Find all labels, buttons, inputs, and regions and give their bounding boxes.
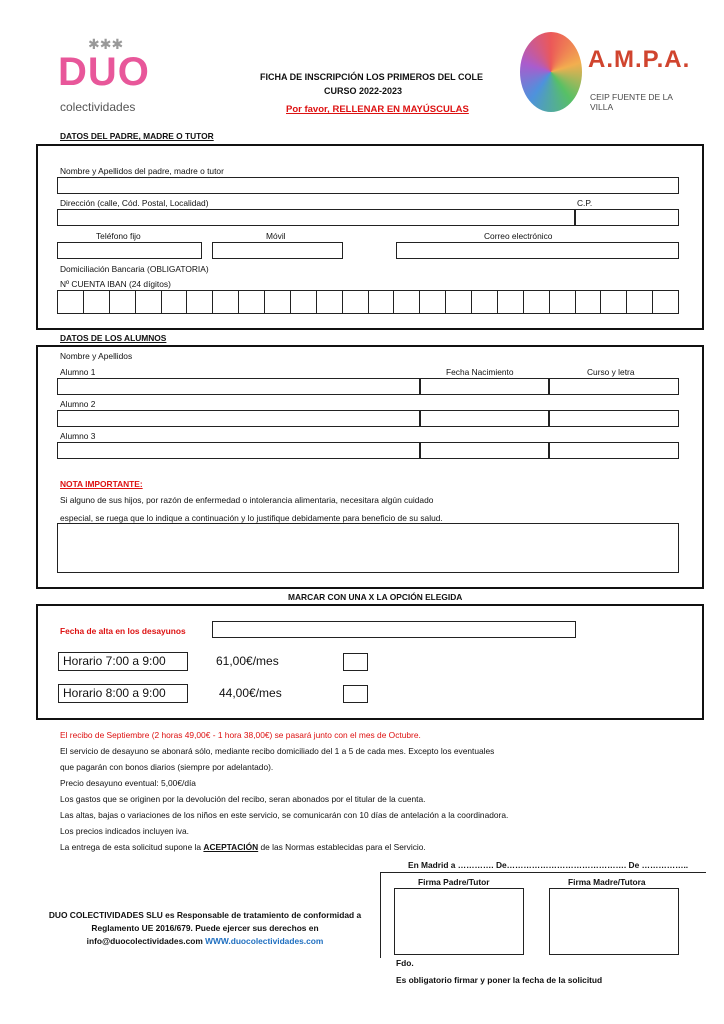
- student-3-label: Alumno 3: [60, 431, 96, 441]
- note-line-1: Si alguno de sus hijos, por razón de enfermedad o intolerancia alimentaria, necesitara algún cuidado: [60, 495, 434, 505]
- condition-line: Los precios indicados incluyen iva.: [60, 826, 189, 836]
- acceptance-after: de las Normas establecidas para el Servicio.: [258, 842, 426, 852]
- price-8-9: 44,00€/mes: [219, 686, 282, 700]
- condition-line: Las altas, bajas o variaciones de los niños en este servicio, se comunicarán con 10 días de antelación a la coordinadora.: [60, 810, 509, 820]
- option-8-9-checkbox[interactable]: [343, 685, 368, 703]
- student-2-label: Alumno 2: [60, 399, 96, 409]
- iban-cell[interactable]: [576, 291, 602, 313]
- iban-cell[interactable]: [369, 291, 395, 313]
- iban-cell[interactable]: [317, 291, 343, 313]
- iban-cell[interactable]: [394, 291, 420, 313]
- price-7-9: 61,00€/mes: [216, 654, 279, 668]
- student-3-name-field[interactable]: [57, 442, 420, 459]
- email-field[interactable]: [396, 242, 679, 259]
- iban-label: Nº CUENTA IBAN (24 dígitos): [60, 279, 171, 289]
- iban-cell[interactable]: [110, 291, 136, 313]
- iban-cell[interactable]: [136, 291, 162, 313]
- mobile-field[interactable]: [212, 242, 343, 259]
- student-3-course-field[interactable]: [549, 442, 679, 459]
- legal-line-2: Reglamento UE 2016/679. Puede ejercer sus derechos en: [91, 923, 319, 933]
- student-2-name-field[interactable]: [57, 410, 420, 427]
- september-receipt-note: El recibo de Septiembre (2 horas 49,00€ - 1 hora 38,00€) se pasará junto con el mes de Octubre.: [60, 730, 421, 740]
- iban-cell[interactable]: [601, 291, 627, 313]
- parent-section-heading: DATOS DEL PADRE, MADRE O TUTOR: [60, 131, 214, 141]
- conditions-block: [60, 727, 508, 855]
- condition-line: Los gastos que se originen por la devolución del recibo, seran abonados por el titular de la cuenta.: [60, 794, 426, 804]
- signature-vertical-line: [380, 872, 381, 958]
- duo-logo-sub: colectividades: [60, 100, 136, 114]
- student-1-course-field[interactable]: [549, 378, 679, 395]
- fdo-label: Fdo.: [396, 958, 414, 968]
- condition-line: que pagarán con bonos diarios (siempre por adelantado).: [60, 762, 274, 772]
- parent-name-label: Nombre y Apellidos del padre, madre o tutor: [60, 166, 224, 176]
- student-1-name-field[interactable]: [57, 378, 420, 395]
- email-label: Correo electrónico: [484, 231, 553, 241]
- students-section-heading: DATOS DE LOS ALUMNOS: [60, 333, 167, 343]
- duo-logo-text: DUO: [58, 50, 150, 94]
- condition-line: El servicio de desayuno se abonará sólo, mediante recibo domiciliado del 1 a 5 de cada mes. Excepto los eventuales: [60, 746, 495, 756]
- legal-line-3: [30, 935, 380, 948]
- legal-email[interactable]: info@duocolectividades.com: [86, 936, 203, 946]
- start-date-field[interactable]: [212, 621, 576, 638]
- options-heading: MARCAR CON UNA X LA OPCIÓN ELEGIDA: [288, 592, 463, 602]
- address-field[interactable]: [57, 209, 575, 226]
- iban-cell[interactable]: [446, 291, 472, 313]
- mobile-label: Móvil: [266, 231, 286, 241]
- form-title: FICHA DE INSCRIPCIÓN LOS PRIMEROS DEL COLE: [260, 72, 484, 82]
- place-date-line: En Madrid a …………. De……………………………………. De ……………..: [408, 860, 689, 870]
- father-signature-label: Firma Padre/Tutor: [418, 877, 490, 887]
- note-line-2: especial, se ruega que lo indique a continuación y lo justifique debidamente para beneficio de su salud.: [60, 513, 443, 523]
- iban-field[interactable]: [57, 290, 679, 314]
- duo-logo: [58, 36, 170, 116]
- instruction-text: Por favor, RELLENAR EN MAYÚSCULAS: [286, 104, 469, 115]
- option-7-9-checkbox[interactable]: [343, 653, 368, 671]
- student-1-birth-field[interactable]: [420, 378, 549, 395]
- iban-cell[interactable]: [58, 291, 84, 313]
- iban-cell[interactable]: [472, 291, 498, 313]
- children-circle-icon: [520, 32, 582, 112]
- legal-website[interactable]: WWW.duocolectividades.com: [205, 936, 324, 946]
- iban-cell[interactable]: [653, 291, 678, 313]
- iban-cell[interactable]: [550, 291, 576, 313]
- condition-line: Precio desayuno eventual: 5,00€/día: [60, 778, 196, 788]
- signature-divider: [380, 872, 706, 873]
- student-name-label: Nombre y Apellidos: [60, 351, 133, 361]
- mother-signature-label: Firma Madre/Tutora: [568, 877, 646, 887]
- iban-cell[interactable]: [627, 291, 653, 313]
- iban-cell[interactable]: [291, 291, 317, 313]
- iban-cell[interactable]: [265, 291, 291, 313]
- health-notes-field[interactable]: [57, 523, 679, 573]
- iban-cell[interactable]: [343, 291, 369, 313]
- birth-date-label: Fecha Nacimiento: [446, 367, 514, 377]
- iban-cell[interactable]: [187, 291, 213, 313]
- note-title: NOTA IMPORTANTE:: [60, 479, 143, 489]
- course-label: Curso y letra: [587, 367, 635, 377]
- schedule-7-9: Horario 7:00 a 9:00: [58, 652, 188, 671]
- iban-cell[interactable]: [84, 291, 110, 313]
- acceptance-before: La entrega de esta solicitud supone la: [60, 842, 204, 852]
- ampa-logo-sub: CEIP FUENTE DE LA VILLA: [590, 92, 673, 112]
- start-date-label: Fecha de alta en los desayunos: [60, 626, 186, 636]
- student-1-label: Alumno 1: [60, 367, 96, 377]
- ampa-logo: [520, 32, 695, 116]
- iban-cell[interactable]: [213, 291, 239, 313]
- iban-cell[interactable]: [162, 291, 188, 313]
- cp-label: C.P.: [577, 198, 593, 208]
- student-3-birth-field[interactable]: [420, 442, 549, 459]
- student-2-birth-field[interactable]: [420, 410, 549, 427]
- address-label: Dirección (calle, Cód. Postal, Localidad): [60, 198, 209, 208]
- ampa-logo-text: A.M.P.A.: [588, 46, 691, 73]
- bank-label: Domiciliación Bancaria (OBLIGATORIA): [60, 264, 209, 274]
- legal-line-1: DUO COLECTIVIDADES SLU es Responsable de tratamiento de conformidad a: [48, 910, 362, 920]
- iban-cell[interactable]: [420, 291, 446, 313]
- father-signature-box[interactable]: [394, 888, 524, 955]
- phone-label: Teléfono fijo: [96, 231, 141, 241]
- phone-field[interactable]: [57, 242, 202, 259]
- student-2-course-field[interactable]: [549, 410, 679, 427]
- mother-signature-box[interactable]: [549, 888, 679, 955]
- iban-cell[interactable]: [498, 291, 524, 313]
- iban-cell[interactable]: [239, 291, 265, 313]
- acceptance-word: ACEPTACIÓN: [203, 842, 259, 852]
- course-year: CURSO 2022-2023: [324, 86, 403, 96]
- legal-notice: [30, 909, 380, 948]
- acceptance-line: [60, 839, 508, 855]
- people-icon: ✱✱✱: [88, 36, 124, 52]
- iban-cell[interactable]: [524, 291, 550, 313]
- cp-field[interactable]: [575, 209, 679, 226]
- mandatory-signature-note: Es obligatorio firmar y poner la fecha de la solicitud: [396, 975, 603, 985]
- parent-name-field[interactable]: [57, 177, 679, 194]
- schedule-8-9: Horario 8:00 a 9:00: [58, 684, 188, 703]
